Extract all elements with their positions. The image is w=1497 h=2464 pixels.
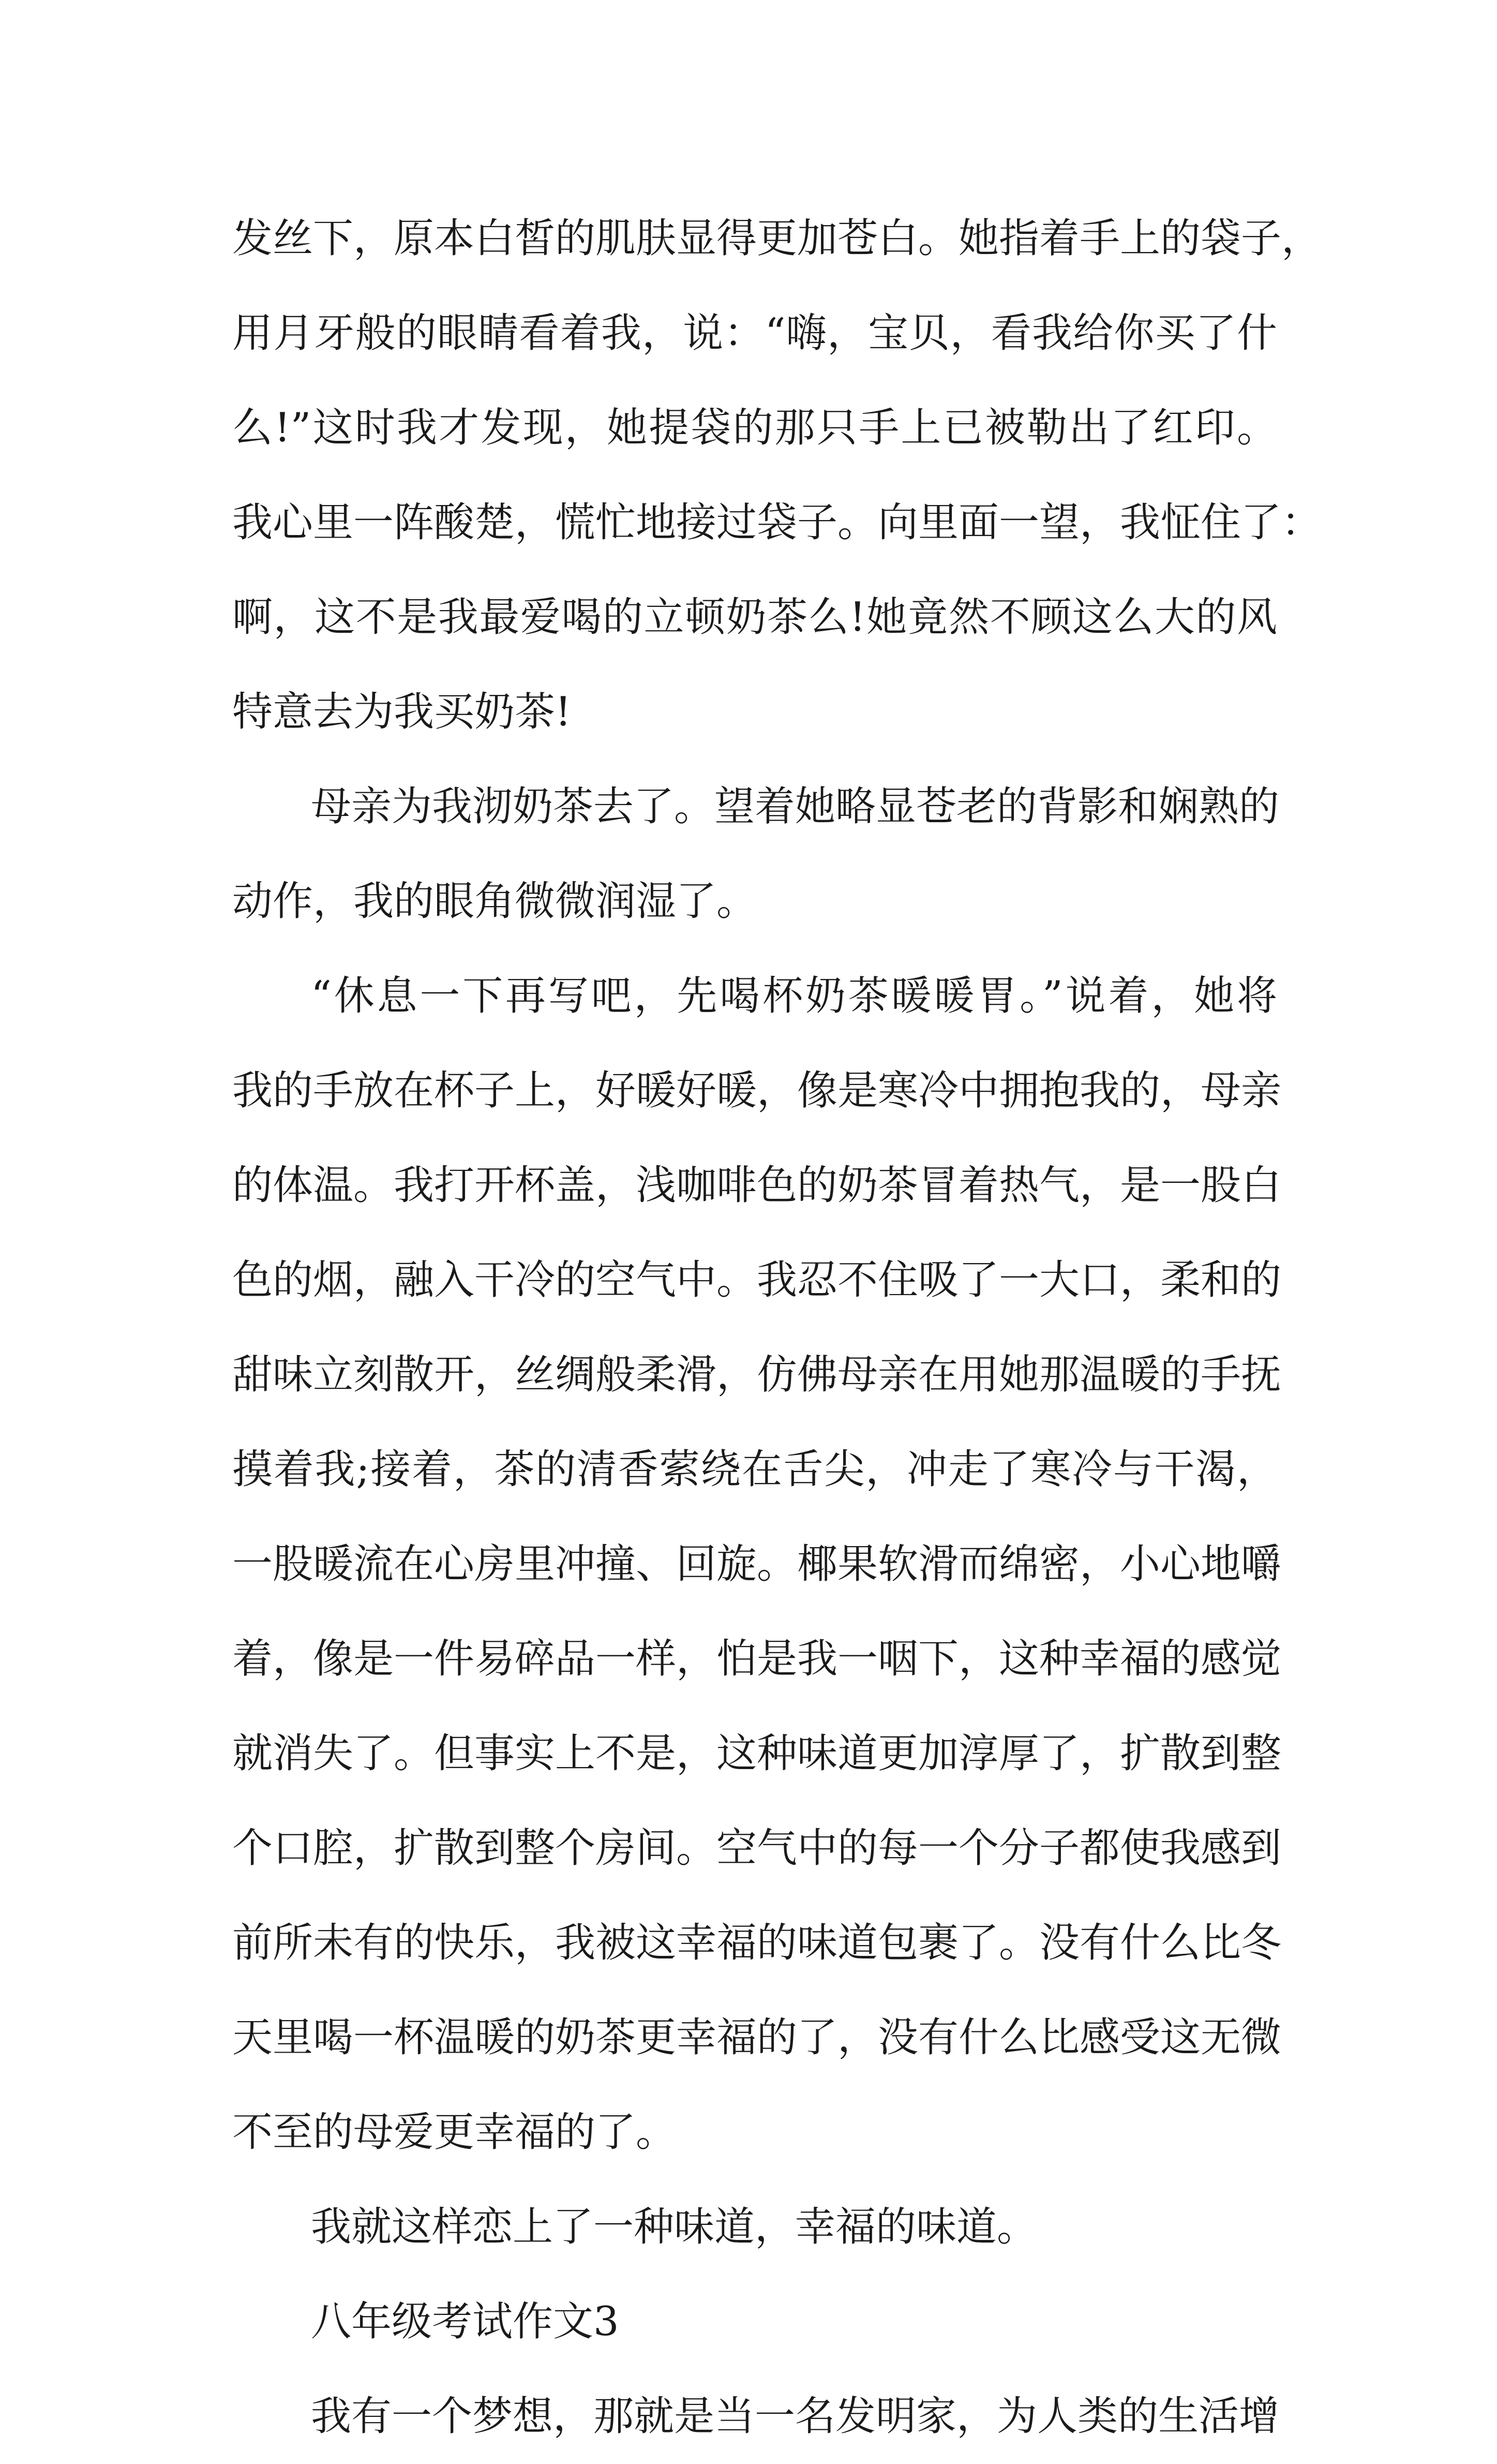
text-line: 色的烟，融入干冷的空气中。我忍不住吸了一大口，柔和的: [232, 1257, 1282, 1303]
document-page: [232, 191, 1322, 2464]
text-line: 前所未有的快乐，我被这幸福的味道包裹了。没有什么比冬: [232, 1920, 1282, 1966]
text-line: 就消失了。但事实上不是，这种味道更加淳厚了，扩散到整: [232, 1730, 1282, 1777]
paragraph: [232, 760, 1280, 949]
text-line: 摸着我;接着，茶的清香萦绕在舌尖，冲走了寒冷与干渴，: [232, 1446, 1277, 1493]
text-line: 天里喝一杯温暖的奶茶更幸福的了，没有什么比感受这无微: [232, 2014, 1282, 2061]
text-line: 我就这样恋上了一种味道，幸福的味道。: [311, 2204, 1038, 2250]
paragraph: [232, 191, 1322, 760]
text-line: 我有一个梦想，那就是当一名发明家，为人类的生活增: [311, 2393, 1280, 2440]
text-line: 我心里一阵酸楚，慌忙地接过袋子。向里面一望，我怔住了：: [232, 499, 1322, 546]
section-heading: [232, 2275, 1277, 2369]
text-line: 特意去为我买奶茶!: [232, 689, 572, 735]
text-line: 发丝下，原本白皙的肌肤显得更加苍白。她指着手上的袋子，: [232, 215, 1322, 262]
text-line: 个口腔，扩散到整个房间。空气中的每一个分子都使我感到: [232, 1825, 1282, 1872]
text-line: 我的手放在杯子上，好暖好暖，像是寒冷中拥抱我的，母亲: [232, 1067, 1282, 1114]
text-line: 甜味立刻散开，丝绸般柔滑，仿佛母亲在用她那温暖的手抚: [232, 1352, 1282, 1398]
text-line: 母亲为我沏奶茶去了。望着她略显苍老的背影和娴熟的: [311, 783, 1280, 830]
paragraph: [232, 949, 1282, 2180]
text-line: 的体温。我打开杯盖，浅咖啡色的奶茶冒着热气，是一股白: [232, 1162, 1282, 1209]
heading-text: 八年级考试作文3: [311, 2298, 619, 2345]
text-line: 啊，这不是我最爱喝的立顿奶茶么!她竟然不顾这么大的风: [232, 594, 1277, 641]
text-line: 着，像是一件易碎品一样，怕是我一咽下，这种幸福的感觉: [232, 1636, 1282, 1682]
text-line: 用月牙般的眼睛看着我，说：“嗨，宝贝，看我给你买了什: [232, 310, 1277, 357]
paragraph: [232, 2369, 1280, 2464]
text-line: 一股暖流在心房里冲撞、回旋。椰果软滑而绵密，小心地嚼: [232, 1541, 1282, 1587]
paragraph: [232, 2180, 1277, 2275]
text-line: 么!”这时我才发现，她提袋的那只手上已被勒出了红印。: [232, 405, 1277, 451]
text-line: “休息一下再写吧，先喝杯奶茶暖暖胃。”说着，她将: [311, 973, 1277, 1019]
text-line: 不至的母爱更幸福的了。: [232, 2109, 677, 2156]
text-line: 动作，我的眼角微微润湿了。: [232, 878, 757, 925]
